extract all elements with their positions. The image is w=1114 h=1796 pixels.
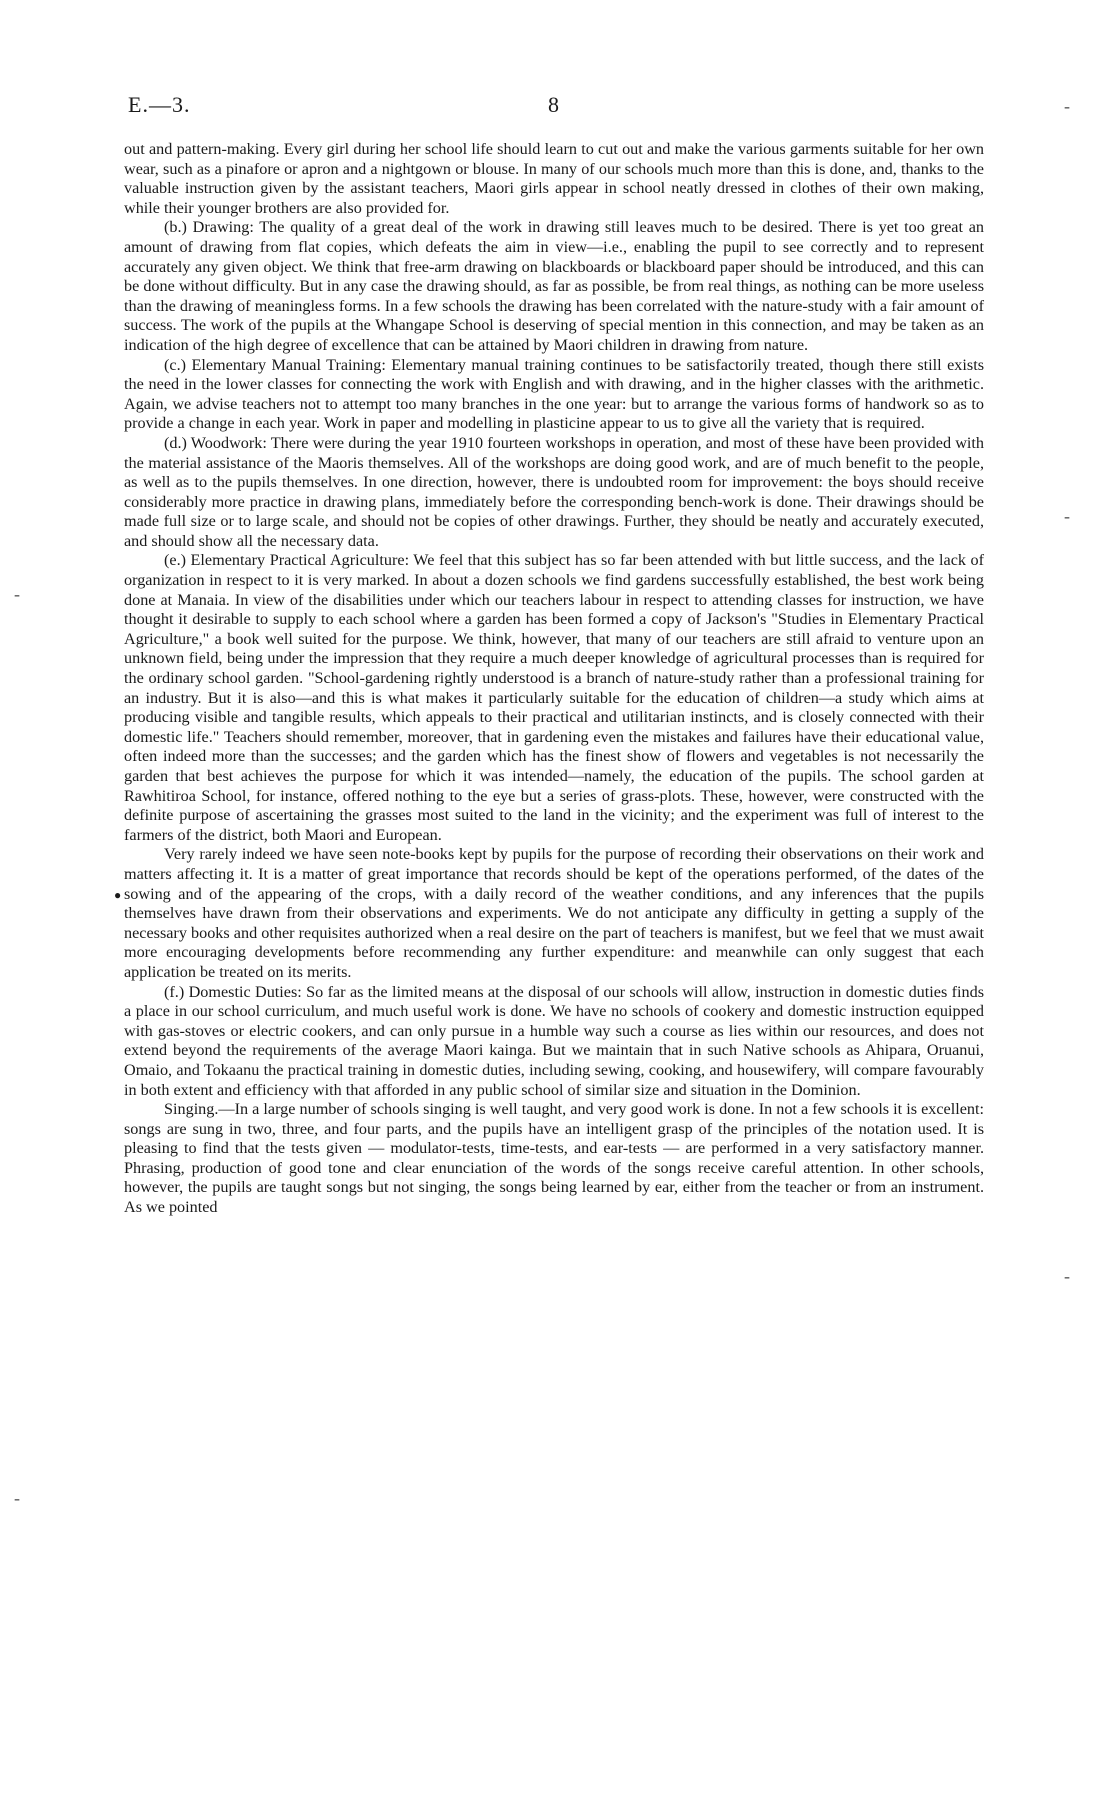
paragraph-drawing: (b.) Drawing: The quality of a great deal of the work in drawing still leaves much to be desired. There is yet too great an amount of drawing from flat copies, which defeats the aim in view—i.e., enabling the pupil to see correctly and to represent accurately any given object. We think that free-arm drawing on blackboards or blackboard paper should be introduced, and this can be done without difficulty. But in any case the drawing should, as far as possible, be from real things, as nothing can be more useless than the drawing of meaningless forms. In a few schools the drawing has been correlated with the nature-study with a fair amount of success. The work of the pupils at the Whangape School is deserving of special mention in this connection, and may be taken as an indication of the high degree of excellence that can be attained by Maori children in drawing from nature. xyxy=(124,218,984,354)
margin-mark: - xyxy=(1064,506,1070,526)
margin-mark: - xyxy=(1064,96,1070,116)
margin-mark: - xyxy=(1064,1266,1070,1286)
paragraph-continuation: out and pattern-making. Every girl during her school life should learn to cut out and make the various garments suitable for her own wear, such as a pinafore or apron and a nightgown or blouse. In many of our schools much more than this is done, and, thanks to the valuable instruction given by the assistant teachers, Maori girls appear in school neatly dressed in clothes of their own making, while their younger brothers are also provided for. xyxy=(124,140,984,217)
page-header xyxy=(128,92,984,122)
paragraph-woodwork: (d.) Woodwork: There were during the year 1910 fourteen workshops in operation, and most of these have been provided with the material assistance of the Maoris themselves. All of the workshops are doing good work, and are of much benefit to the people, as well as to the pupils themselves. In one direction, however, there is undoubted room for improvement: the boys should receive considerably more practice in drawing plans, immediately before the corresponding bench-work is done. Their drawings should be made full size or to large scale, and should not be copies of other drawings. Further, they should be neatly and accurately executed, and should show all the necessary data. xyxy=(124,433,984,550)
document-reference: E.—3. xyxy=(128,92,191,117)
margin-mark: - xyxy=(14,584,20,604)
page-number: 8 xyxy=(548,92,559,117)
margin-mark: - xyxy=(14,1488,20,1508)
paragraph-note-books: Very rarely indeed we have seen note-books kept by pupils for the purpose of recording their observations on their work and matters affecting it. It is a matter of great importance that records should be kept of the operations performed, of the dates of the sowing and of the appearing of the crops, with a daily record of the weather conditions, and any inferences that the pupils themselves have drawn from their observations and experiments. We do not anticipate any difficulty in getting a supply of the necessary books and other requisites authorized when a real desire on the part of teachers is manifest, but we feel that we must await more encouraging developments before recommending any further expenditure: and meanwhile can only suggest that each application be treated on its merits. xyxy=(124,845,984,981)
paragraph-agriculture: (e.) Elementary Practical Agriculture: We feel that this subject has so far been attended with but little success, and the lack of organization in respect to it is very marked. In about a dozen schools we find gardens successfully established, the best work being done at Manaia. In view of the disabilities under which our teachers labour in respect to attending classes for instruction, we have thought it desirable to supply to each school where a garden has been formed a copy of Jackson's "Studies in Elementary Practical Agriculture," a book well suited for the purpose. We think, however, that many of our teachers are still afraid to venture upon an unknown field, being under the impression that they require a much deeper knowledge of agricultural processes than is required for the ordinary school garden. "School-gardening rightly understood is a branch of nature-study rather than a professional training for an industry. But it is also—and this is what makes it particularly suitable for the education of children—a study which aims at producing visible and tangible results, which appeals to their practical and utilitarian instincts, and is closely connected with their domestic life." Teachers should remember, moreover, that in gardening even the mistakes and failures have their educational value, often indeed more than the successes; and the garden which has the finest show of flowers and vegetables is not necessarily the garden that best achieves the purpose for which it was intended—namely, the education of the pupils. The school garden at Rawhitiroa School, for instance, offered nothing to the eye but a series of grass-plots. These, however, were constructed with the definite purpose of ascertaining the grasses most suited to the land in the vicinity; and the experiment was full of interest to the farmers of the district, both Maori and European. xyxy=(124,551,984,844)
paragraph-singing: Singing.—In a large number of schools singing is well taught, and very good work is done. In not a few schools it is excellent: songs are sung in two, three, and four parts, and the pupils have an intelligent grasp of the principles of the notation used. It is pleasing to find that the tests given — modulator-tests, time-tests, and ear-tests — are performed in a very satisfactory manner. Phrasing, production of good tone and clear enunciation of the words of the songs receive careful attention. In other schools, however, the pupils are taught songs but not singing, the songs being learned by ear, either from the teacher or from an instrument. As we pointed xyxy=(124,1100,984,1217)
paragraph-domestic-duties: (f.) Domestic Duties: So far as the limited means at the disposal of our schools will allow, instruction in domestic duties finds a place in our school curriculum, and much useful work is done. We have no schools of cookery and domestic instruction equipped with gas-stoves or electric cookers, and can only pursue in a humble way such a course as lies within our resources, and does not extend beyond the requirements of the average Maori kainga. But we maintain that in such Native schools as Ahipara, Oruanui, Omaio, and Tokaanu the practical training in domestic duties, including sewing, cooking, and housewifery, will compare favourably in both extent and efficiency with that afforded in any public school of similar size and situation in the Dominion. xyxy=(124,982,984,1099)
paragraph-manual-training: (c.) Elementary Manual Training: Elementary manual training continues to be satisfactorily treated, though there still exists the need in the lower classes for connecting the work with English and with drawing, and in the higher classes with the arithmetic. Again, we advise teachers not to attempt too many branches in the one year: but to arrange the various forms of handwork so as to provide a change in each year. Work in paper and modelling in plasticine appear to us to give all the variety that is required. xyxy=(124,355,984,433)
margin-bullet-icon: ● xyxy=(114,888,122,902)
body-text xyxy=(124,140,984,1218)
